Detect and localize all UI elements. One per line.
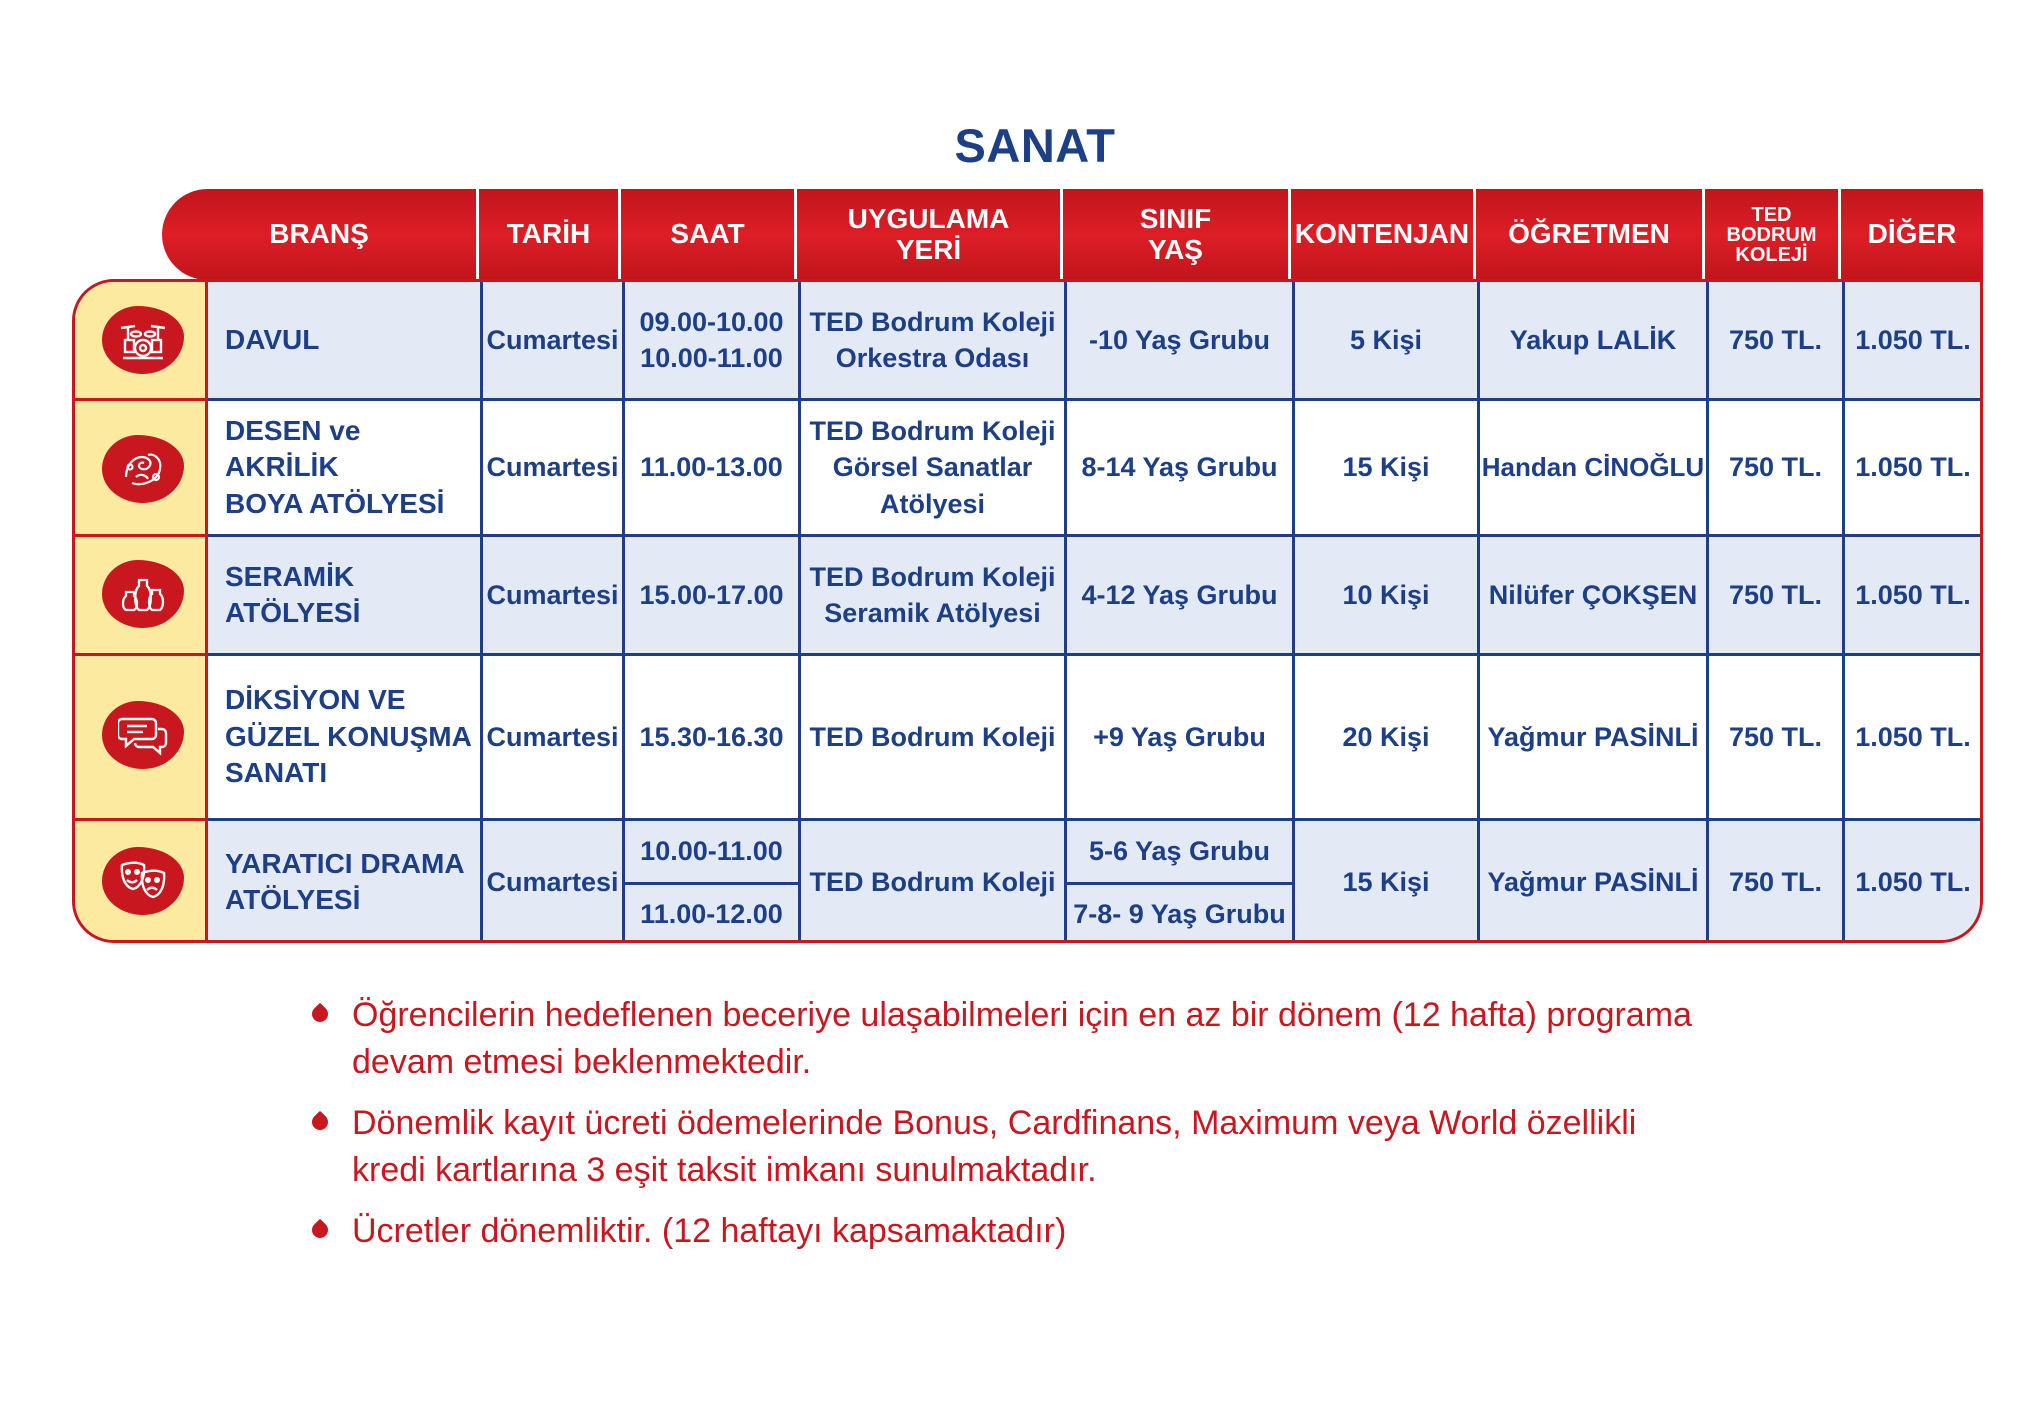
- bullet-icon: [309, 1110, 332, 1133]
- cell-ogretmen: Yağmur PASİNLİ: [1487, 721, 1699, 752]
- cell-saat: 15.00-17.00: [639, 579, 784, 610]
- cell-tarih: Cumartesi: [486, 866, 619, 897]
- cell-uygulama-yeri: TED Bodrum Koleji: [809, 866, 1056, 897]
- cell-tarih: Cumartesi: [486, 721, 619, 752]
- header-ted-bodrum-koleji: TED BODRUM KOLEJİ: [1705, 189, 1841, 280]
- cell-brans: DESEN ve AKRİLİK BOYA ATÖLYESİ: [225, 414, 445, 519]
- cell-yas: -10 Yaş Grubu: [1088, 324, 1271, 355]
- cell-kontenjan: 5 Kişi: [1349, 324, 1423, 355]
- cell-tarih: Cumartesi: [486, 452, 619, 483]
- cell-uygulama-yeri: TED Bodrum Koleji Seramik Atölyesi: [809, 561, 1056, 628]
- header-ogretmen: ÖĞRETMEN: [1476, 189, 1705, 280]
- cell-kontenjan: 15 Kişi: [1342, 866, 1430, 897]
- header-diger: DİĞER: [1867, 218, 1957, 250]
- cell-ted-fiyat: 750 TL.: [1728, 866, 1823, 897]
- note-item: Öğrencilerin hedeflenen beceriye ulaşabilmeleri için en az bir dönem (12 hafta) programa devam etmesi beklenmektedir.: [312, 992, 1762, 1086]
- header-kontenjan: KONTENJAN: [1291, 189, 1476, 280]
- header-saat: SAAT: [621, 189, 797, 280]
- cell-yas: 7-8- 9 Yaş Grubu: [1073, 898, 1286, 929]
- note-item: Dönemlik kayıt ücreti ödemelerinde Bonus, Cardfinans, Maximum veya World özellikli kredi kartlarına 3 eşit taksit imkanı sunulmaktadır.: [312, 1100, 1762, 1194]
- cell-uygulama-yeri: TED Bodrum Koleji: [809, 721, 1056, 752]
- cell-saat: 15.30-16.30: [639, 721, 784, 752]
- cell-ogretmen: Yakup LALİK: [1509, 324, 1677, 355]
- cell-ogretmen: Yağmur PASİNLİ: [1487, 866, 1699, 897]
- cell-saat: 09.00-10.00 10.00-11.00: [639, 306, 784, 373]
- cell-yas: 5-6 Yaş Grubu: [1088, 836, 1271, 867]
- cell-ogretmen: Handan CİNOĞLU: [1481, 451, 1705, 482]
- cell-diger-fiyat: 1.050 TL.: [1855, 579, 1971, 610]
- header-tarih: TARİH: [479, 189, 621, 280]
- cell-ted-fiyat: 750 TL.: [1728, 579, 1823, 610]
- cell-uygulama-yeri: TED Bodrum Koleji Orkestra Odası: [809, 306, 1056, 373]
- cell-yas: 8-14 Yaş Grubu: [1081, 452, 1278, 483]
- cell-kontenjan: 10 Kişi: [1342, 579, 1430, 610]
- cell-ted-fiyat: 750 TL.: [1728, 452, 1823, 483]
- cell-diger-fiyat: 1.050 TL.: [1855, 324, 1971, 355]
- cell-ted-fiyat: 750 TL.: [1728, 721, 1823, 752]
- cell-tarih: Cumartesi: [486, 324, 619, 355]
- cell-saat: 10.00-11.00: [640, 836, 783, 867]
- cell-brans: DAVUL: [225, 323, 320, 355]
- cell-diger-fiyat: 1.050 TL.: [1855, 721, 1971, 752]
- header-uygulama-yeri: UYGULAMA YERİ: [797, 189, 1063, 280]
- notes-list: [312, 992, 1762, 1269]
- cell-brans: DİKSİYON VE GÜZEL KONUŞMA SANATI: [225, 684, 472, 789]
- note-item: Ücretler dönemliktir. (12 haftayı kapsamaktadır): [312, 1208, 1762, 1255]
- cell-diger-fiyat: 1.050 TL.: [1855, 452, 1971, 483]
- table-body: [72, 279, 1983, 943]
- cell-ted-fiyat: 750 TL.: [1728, 324, 1823, 355]
- cell-yas: +9 Yaş Grubu: [1093, 721, 1266, 752]
- cell-kontenjan: 20 Kişi: [1342, 721, 1430, 752]
- cell-saat: 11.00-12.00: [640, 898, 783, 929]
- cell-kontenjan: 15 Kişi: [1342, 452, 1430, 483]
- cell-uygulama-yeri: TED Bodrum Koleji Görsel Sanatlar Atölyesi: [809, 415, 1056, 519]
- header-sinif-yas: SINIF YAŞ: [1063, 189, 1291, 280]
- cell-saat: 11.00-13.00: [640, 452, 783, 483]
- bullet-icon: [309, 1218, 332, 1241]
- cell-tarih: Cumartesi: [486, 579, 619, 610]
- header-brans: BRANŞ: [162, 189, 479, 280]
- cell-diger-fiyat: 1.050 TL.: [1855, 866, 1971, 897]
- cell-brans: YARATICI DRAMA ATÖLYESİ: [225, 847, 465, 915]
- bullet-icon: [309, 1003, 332, 1026]
- cell-yas: 4-12 Yaş Grubu: [1081, 579, 1278, 610]
- cell-ogretmen: Nilüfer ÇOKŞEN: [1488, 579, 1698, 610]
- cell-brans: SERAMİK ATÖLYESİ: [225, 560, 361, 628]
- page-title: SANAT: [954, 119, 1116, 172]
